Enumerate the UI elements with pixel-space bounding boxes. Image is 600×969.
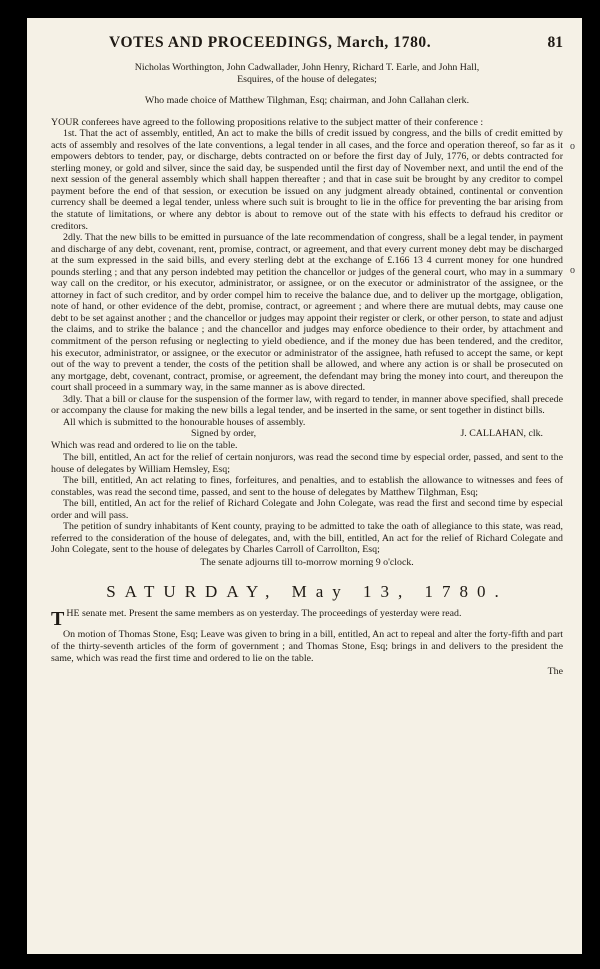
text-column: [51, 32, 563, 677]
saturday-heading: SATURDAY, May 13, 1780.: [106, 582, 508, 602]
report-intro: YOUR conferees have agreed to the following propositions relative to the subject matter of their conference :: [51, 116, 484, 128]
report-item-3: 3dly. That a bill or clause for the suspension of the former law, with regard to tender, in manner above specified, shall precede or accompany the clause for making the new bills a legal tender, and be inserted in the same, or sent together in distinct bills.: [51, 393, 563, 417]
conferees-line-2: Esquires, of the house of delegates;: [237, 73, 377, 85]
drop-cap: T: [51, 608, 65, 631]
document-page: [27, 18, 582, 954]
report-ordered: Which was read and ordered to lie on the table.: [51, 440, 238, 452]
saturday-motion: On motion of Thomas Stone, Esq; Leave was given to bring in a bill, entitled, An act to repeal and alter the forty-fifth and part of the thirty-seventh articles of the form of government ; and Thomas Stone, Esq; brings in and delivers to the president the same, which was read the first time and ordered to lie on the table.: [51, 629, 563, 664]
running-title: VOTES AND PROCEEDINGS, March, 1780.: [109, 34, 432, 51]
margin-mark: o: [570, 141, 575, 152]
proceeding-fines: The bill, entitled, An act relating to fines, forfeitures, and penalties, and to establish the allowance to witnesses and fees of constables, was read the second time, passed, and sent to the house of delegates by Matthew Tilghman, Esq;: [51, 475, 563, 498]
saturday-opening: [51, 608, 563, 631]
adjournment-notice: The senate adjourns till to-morrow morning 9 o'clock.: [200, 556, 414, 568]
proceeding-kent-petition: The petition of sundry inhabitants of Kent county, praying to be admitted to take the oath of allegiance to this state, was read, referred to the consideration of the house of delegates, and, with the bill, entitled, An act for the relief of Richard Colegate and John Colegate, sent to the house of delegates by Charles Carroll of Carrollton, Esq;: [51, 521, 563, 556]
page-number: 81: [547, 34, 563, 51]
report-item-2: 2dly. That the new bills to be emitted in pursuance of the late recommendation of congress, shall be a legal tender, in payment and discharge of any debt, covenant, rent, promise, contract, or agreement, and that every current money debt may be discharged at the sum expressed in the said bills, and every sterling debt at the exchange of £.166 13 4 current money for one hundred pounds sterling ; and that any person indebted may petition the chancellor or judges of the general court, who may in a summary way call on the creditor, or his executor, administrator, or assignee, or on the executor or administrator of the assignee, or the attorney in fact of such creditor, and by order compel him to receive the balance due, and to deliver up the mortgage, obligation, note of hand, or other evidence of the debt, promise, contract, or agreement ; and where there are mutual debts, may cause one debt to be set against another ; and the chancellor or judges may appoint their register or clerk, or other person, to state and adjust the claims, and to strike the balance ; and the chancellor and judges may enforce obedience to their order, by attachment and commitment of the person refusing or neglecting to yield obedience, and if the money due has been tendered, and the creditor, his executor, administrator, or assignee, or the executor or administrator of the assignee, hath refused to accept the same, or kept out of the way to prevent a tender, the costs of the petition shall be allowed, and where any action is or shall be prosecuted on any mortgage, debt, covenant, contract, promise, or agreement, the defendant may bring the money into court, and thereupon the court shall proceed in a summary way, in the same manner as is above directed.: [51, 232, 563, 394]
signature-line: [51, 428, 563, 440]
clerk-signature: J. CALLAHAN, clk.: [460, 428, 543, 440]
catchword: The: [547, 666, 563, 678]
signed-by-order: Signed by order,: [191, 428, 257, 440]
saturday-opening-text: HE senate met. Present the same members as on yesterday. The proceedings of yesterday were read.: [66, 608, 462, 620]
proceeding-colegate: The bill, entitled, An act for the relief of Richard Colegate and John Colegate, was read the first and second time by especial order and will pass.: [51, 498, 563, 521]
page-header: [51, 32, 563, 62]
report-item-1: 1st. That the act of assembly, entitled, An act to make the bills of credit issued by congress, and the bills of credit emitted by acts of assembly and resolves of the late conventions, a legal tender in all cases, and the force and operation thereof, so far as it empowers debtors to tender, pay, or discharge, debts contracted on or before the first day of July, 1776, or debts contracted for sterling money, or gold and silver, since the said day, be suspended until the first day of November next, and until the end of the next session of the general assembly which shall happen thereafter ; and that in case suit be brought by any creditor to compel payment before the end of that session, or execution be issued on any judgment already obtained, continental or convention currency shall be deemed a legal tender, unless where such suit is brought to lie in the office for preventing the bar arising from the statute of limitations, or where any debtor is about to remove out of the state with his effects to defraud his creditor or creditors.: [51, 128, 563, 232]
margin-mark: o: [570, 265, 575, 276]
conferees-line-1: Nicholas Worthington, John Cadwallader, John Henry, Richard T. Earle, and John Hall,: [134, 62, 480, 73]
chairman-clerk-line: Who made choice of Matthew Tilghman, Esq; chairman, and John Callahan clerk.: [144, 95, 470, 107]
proceeding-nonjurors: The bill, entitled, An act for the relief of certain nonjurors, was read the second time by especial order, passed, and sent to the house of delegates by William Hemsley, Esq;: [51, 451, 563, 475]
report-submitted: All which is submitted to the honourable houses of assembly.: [63, 416, 306, 428]
